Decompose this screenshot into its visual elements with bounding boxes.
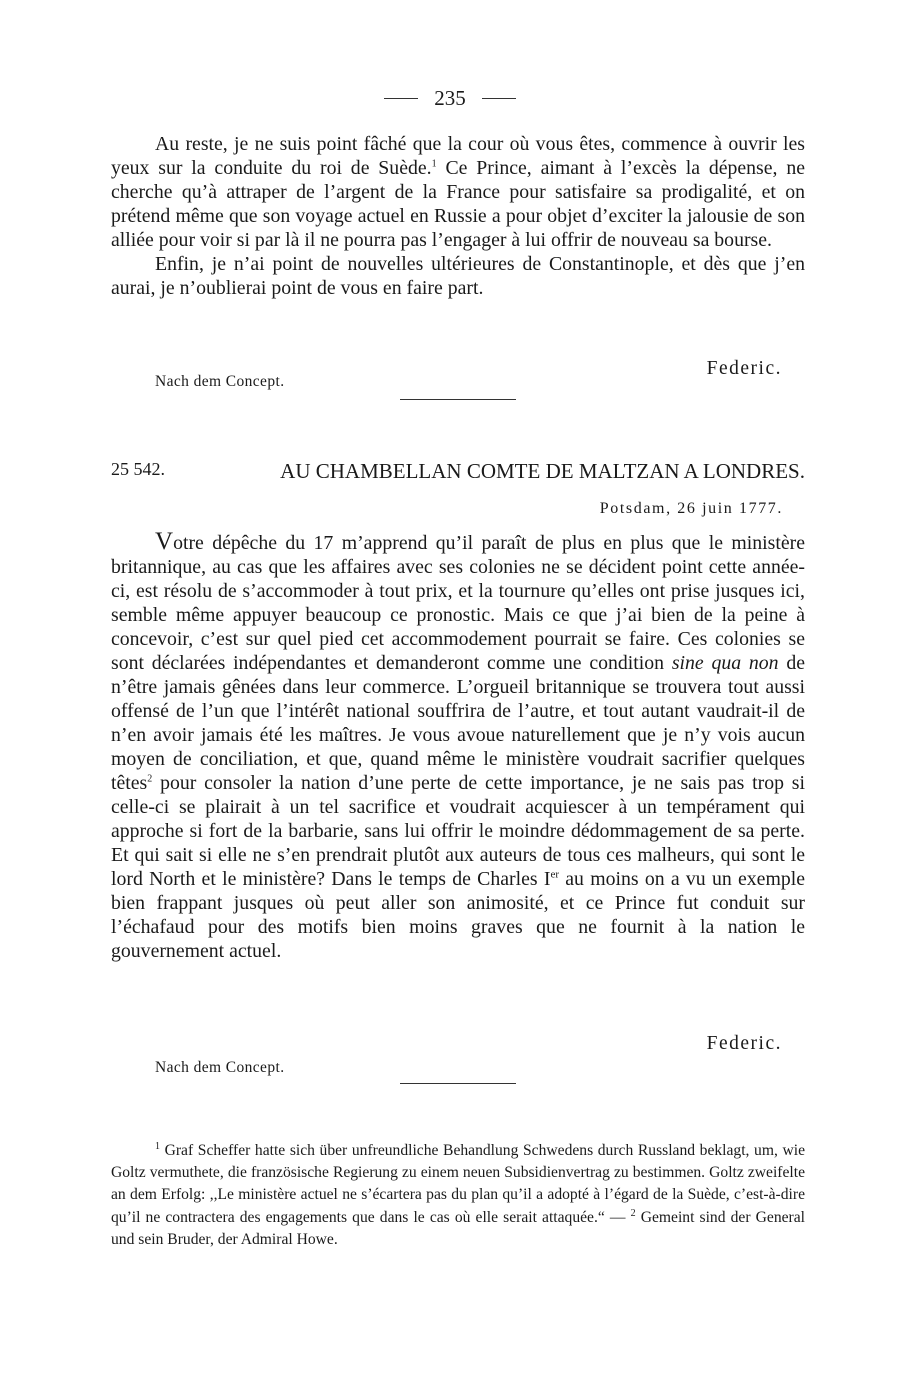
footnotes [111, 1140, 805, 1251]
letter-addressee: AU CHAMBELLAN COMTE DE MALTZAN A LONDRES. [280, 459, 805, 483]
page-header [0, 86, 900, 111]
footnote-ref-2: 2 [147, 773, 153, 785]
letter1-source-note: Nach dem Concept. [155, 373, 285, 390]
letter2-heading [111, 459, 805, 484]
section-divider-1 [400, 399, 516, 400]
letter2-signature: Federic. [706, 1033, 782, 1054]
letter2-text-a: otre dépêche du 17 m’apprend qu’il paraît de plus en plus que le ministère britannique, au cas que les affaires avec ses colonies ne se décident point cette année-ci, est résolu de s’accommoder à tout prix, et la tournure qu’elles ont prise jusques ici, semble même appuyer beaucoup ce pronostic. Mais ce que j’ai bien de la peine à concevoir, c’est sur quel pied cet accommodement pourrait se faire. Ces colonies se sont déclarées indépendantes et demanderont comme une condition [111, 532, 805, 674]
letter2-text-d: au moins on a vu un exemple bien frappant jusques où peut aller son animosité, et ce Prince fut conduit sur l’échafaud pour des motifs bien moins graves que ne fournit à la nation le gouvernement actuel. [111, 868, 805, 962]
header-dash-left [384, 98, 418, 99]
letter2-paragraph [111, 530, 805, 963]
letter2-text-c: pour consoler la nation d’une perte de cette importance, je ne sais pas trop si celle-ci se plairait à un tel sacrifice et voudrait acquiescer à un tempérament qui approche si fort de la barbarie, sans lui offrir le moindre dédommagement de sa perte. Et qui sait si elle ne s’en prendrait plutôt aux auteurs de tous ces malheurs, qui sont le lord North et le ministère? Dans le temps de Charles I [111, 772, 805, 890]
footnote-1-text: Graf Scheffer hatte sich über unfreundliche Behandlung Schwedens durch Russland beklagt, um, wie Goltz vermuthete, die französische Regierung zu einem neuen Subsidienvertrag zu bestimmen. Goltz zweifelte an dem Erfolg: ,,Le ministère actuel ne s’écartera pas du plan qu’il a adopté à l’égard de la Suède, c’est-à-dire qu’il ne contractera des engagements que dans le cas où elle serait attaquée.“ — [111, 1142, 805, 1226]
letter2-text-b: de n’être jamais gênées dans leur commerce. L’orgueil britannique se trouvera tout aussi offensé de l’un que l’intérêt national souffrira de l’autre, et tout autant vaudrait-il de n’en avoir jamais été les maîtres. Je vous avoue naturellement que je n’y vois aucun moyen de conciliation, et que, quand même le ministère voudrait sacrifier quelques têtes [111, 652, 805, 794]
letter2-body [111, 530, 805, 963]
letter1-paragraph-1-text-a: Au reste, je ne suis point fâché que la cour où vous êtes, commence à ouvrir les yeux sur la conduite du roi de Suède. [111, 133, 805, 179]
header-dash-right [482, 98, 516, 99]
page-number: 235 [434, 86, 466, 110]
letter2-source-note: Nach dem Concept. [155, 1059, 285, 1076]
footnote-1-marker: 1 [155, 1140, 160, 1152]
footnote-2-marker: 2 [630, 1207, 636, 1219]
letter2-place-date: Potsdam, 26 juin 1777. [599, 500, 783, 517]
letter2-initial-letter: V [155, 528, 174, 555]
letter1-paragraph-1 [111, 132, 805, 252]
section-divider-2 [400, 1083, 516, 1084]
letter-number: 25 542. [111, 459, 165, 479]
letter1-paragraph-1-text-b: Ce Prince, aimant à l’excès la dépense, ne cherche qu’à attraper de l’argent de la France pour satisfaire sa prodigalité, et on prétend même que son voyage actuel en Russie a pour objet d’exciter la jalousie de son alliée pour voir si par là il ne pourra pas l’engager à lui offrir de nouveau sa bourse. [111, 157, 805, 251]
footnote-block [111, 1140, 805, 1251]
latin-phrase: sine qua non [671, 652, 779, 674]
footnote-ref-1: 1 [431, 158, 437, 170]
letter1-body [111, 132, 805, 300]
letter1-signature: Federic. [706, 358, 782, 379]
letter1-paragraph-2: Enfin, je n’ai point de nouvelles ultérieures de Constantinople, et dès que j’en aurai, je n’oublierai point de vous en faire part. [111, 253, 805, 299]
footnote-2-text: Gemeint sind der General und sein Bruder, der Admiral Howe. [111, 1208, 805, 1248]
ordinal-superscript: er [550, 868, 559, 881]
